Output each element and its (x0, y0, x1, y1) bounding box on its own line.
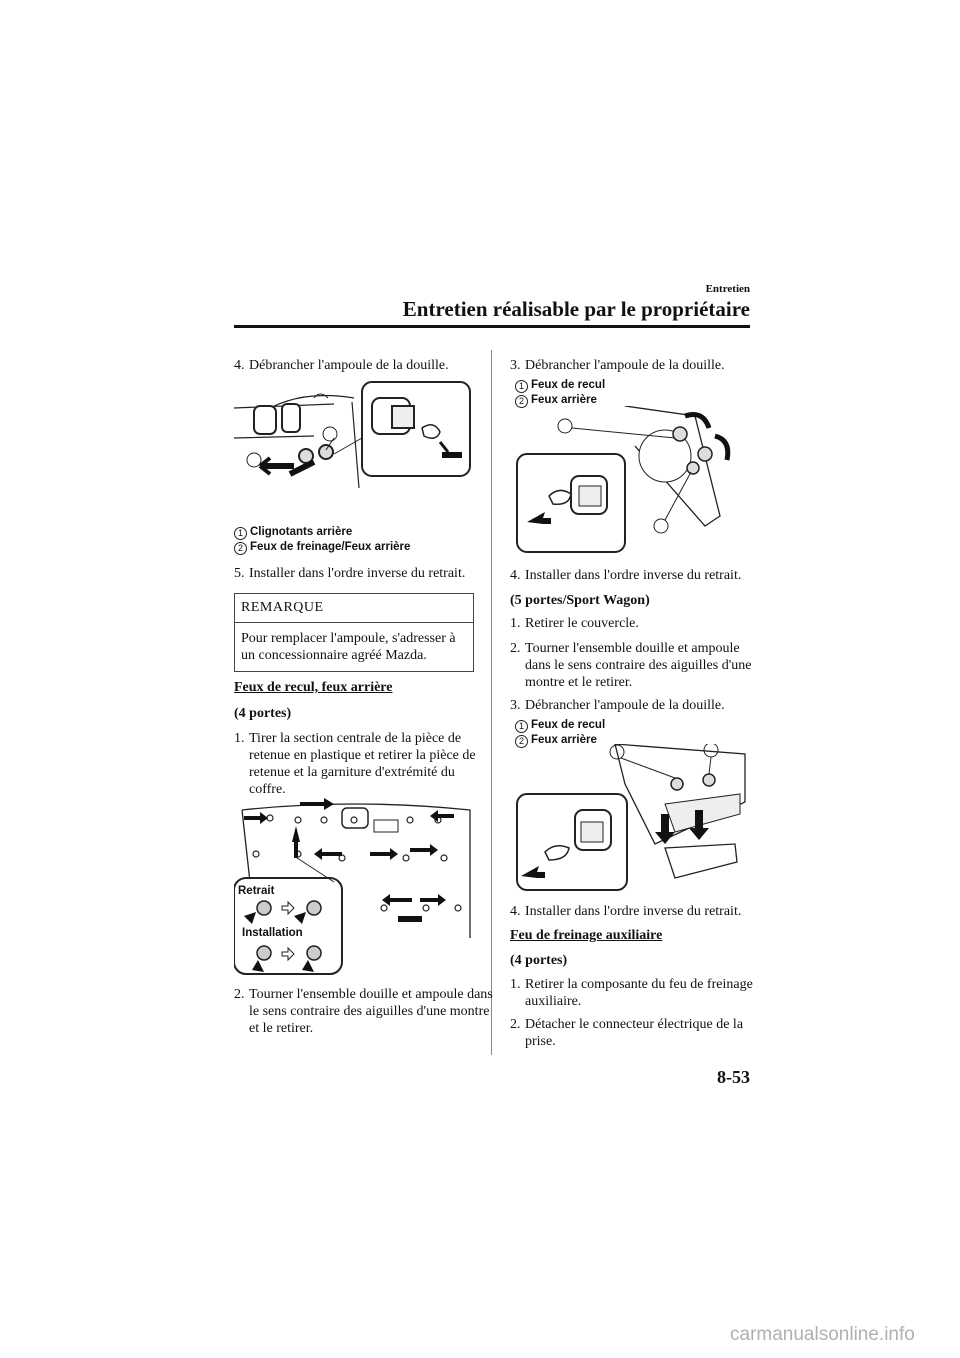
left-step-4: 4. Débrancher l'ampoule de la douille. (234, 358, 449, 373)
figure-3-label-1: 1 Feux de recul (515, 378, 750, 393)
right-subheading-4doors: (4 portes) (510, 953, 568, 968)
header-rule (234, 325, 750, 328)
right-step-4: 4. Installer dans l'ordre inverse du retrait. (510, 568, 742, 583)
figure-2-label-retrait: Retrait (238, 885, 275, 897)
note-body: Pour remplacer l'ampoule, s'adresser à un concessionnaire agréé Mazda. (241, 631, 456, 663)
page-number: 8-53 (717, 1067, 750, 1087)
figure-trunk-trim (234, 798, 478, 978)
right-step-1: 1. Retirer le couvercle. (510, 616, 639, 631)
figure-rear-turn-signal (234, 378, 474, 558)
figure-1-illustration (234, 378, 474, 518)
figure-3-label-2: 2 Feux arrière (515, 393, 750, 408)
right-step-4b: 4. Installer dans l'ordre inverse du retrait. (510, 904, 742, 919)
figure-4-illustration (515, 744, 750, 892)
right-step-2b: 2. Détacher le connecteur électrique de la prise. (510, 1017, 744, 1049)
left-subheading: (4 portes) (234, 706, 292, 721)
note-box (234, 593, 474, 672)
left-step-1: 1. Tirer la section centrale de la pièce de retenue en plastique et retirer la pièce de retenue et la garniture d'extrémité du coffre. (234, 731, 476, 797)
right-step-1b: 1. Retirer la composante du feu de freinage auxiliaire. (510, 977, 753, 1009)
right-step-2: 2. Tourner l'ensemble douille et ampoule dans le sens contraire des aiguilles d'une montre et le retirer. (510, 641, 752, 690)
right-section-heading: Feu de freinage auxiliaire (510, 928, 663, 943)
left-step-5: 5. Installer dans l'ordre inverse du retrait. (234, 566, 466, 581)
watermark-text: carmanualsonline.info (730, 1324, 915, 1345)
column-divider (491, 350, 492, 1055)
section-label: Entretien (705, 283, 750, 295)
left-section-heading: Feux de recul, feux arrière (234, 680, 393, 695)
chapter-title: Entretien réalisable par le propriétaire (402, 297, 750, 321)
figure-1-label-2: 2 Feux de freinage/Feux arrière (234, 540, 474, 555)
figure-wagon-tail-lamp (515, 718, 750, 893)
note-title: REMARQUE (235, 594, 473, 623)
right-step-3: 3. Débrancher l'ampoule de la douille. (510, 358, 725, 373)
figure-4-label-2: 2 Feux arrière (515, 733, 750, 748)
figure-sedan-tail-lamp (515, 378, 750, 558)
figure-3-illustration (515, 406, 750, 556)
figure-2-label-installation: Installation (242, 927, 303, 939)
left-step-2: 2. Tourner l'ensemble douille et ampoule dans le sens contraire des aiguilles d'une montre et le retirer. (234, 987, 493, 1036)
right-step-3b: 3. Débrancher l'ampoule de la douille. (510, 698, 725, 713)
figure-4-label-1: 1 Feux de recul (515, 718, 750, 733)
right-subheading-wagon: (5 portes/Sport Wagon) (510, 593, 650, 608)
figure-1-label-1: 1 Clignotants arrière (234, 525, 474, 540)
